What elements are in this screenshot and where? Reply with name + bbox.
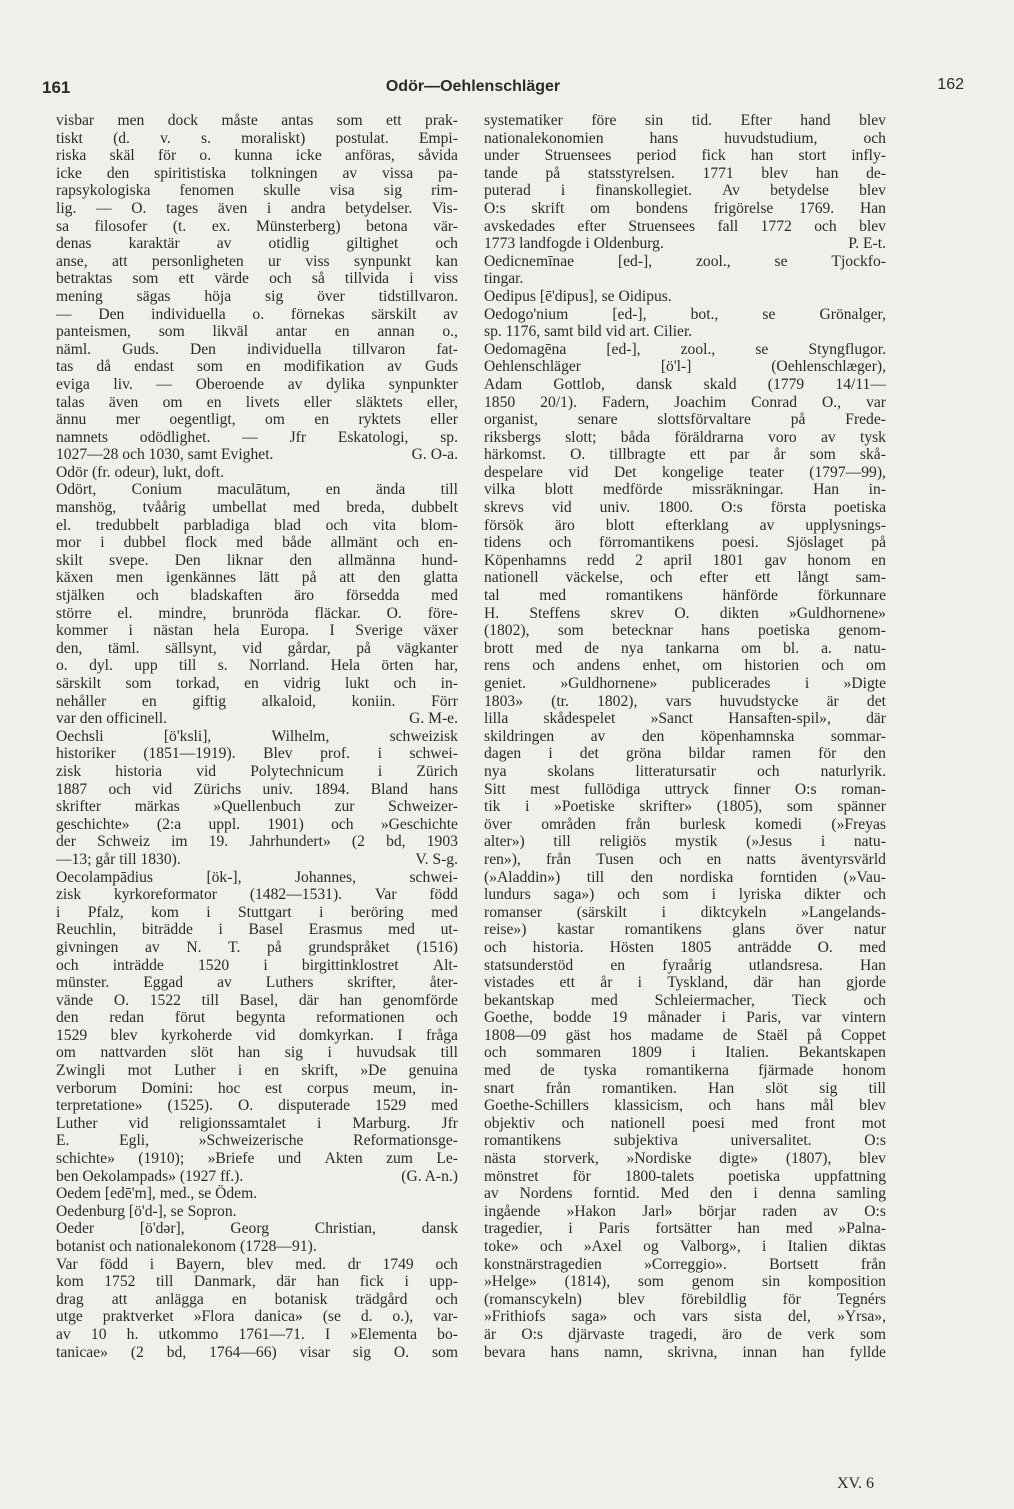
text-line: — Den individuella o. förnekas särskilt av [56,305,458,323]
page-number-left: 161 [42,78,71,97]
text-line: försök äro blott efterklang av upplysnings- [484,516,886,534]
text-line: münster. Eggad av Luthers skrifter, åter- [56,974,458,992]
text-line: reise») kastar romantikens glans över natur [484,921,886,939]
text-line: 1887 och vid Zürichs univ. 1894. Bland hans [56,780,458,798]
text-line: tidens och förromantikens poesi. Sjöslaget på [484,534,886,552]
text-line: statsunderstöd en fyraårig utlandsresa. Han [484,956,886,974]
text-line: den redan förut begynta reformationen och [56,1009,458,1027]
text-line: Oedenburg [ö'd-], se Sopron. [56,1202,237,1220]
text-line: sa filosofer (t. ex. Münsterberg) betona vär- [56,217,458,235]
text-line: av 10 h. utkommo 1761—71. I »Elementa bo- [56,1325,458,1343]
text-line: och historia. Hösten 1805 anträdde O. med [484,938,886,956]
text-line: verborum Domini: hoc est corpus meum, in- [56,1079,458,1097]
text-line: särskilt som torkad, en vidrig lukt och in- [56,675,458,692]
text-line: E. Egli, »Schweizerische Reformationsge- [56,1132,458,1150]
text-line: dagen i det gröna bildar ramen för den [484,745,886,763]
text-line: systematiker före sin tid. Efter hand blev [484,112,886,129]
text-line: av Nordens forntid. Med den i denna samling [484,1185,886,1203]
text-line: Odört, Conium maculātum, en ända till [56,481,458,499]
text-line: nationalekonomien hans huvudstudium, och [484,129,886,147]
text-line: (romanscykeln) blev förebildlig för Tegnérs [484,1290,886,1308]
text-line: Adam Gottlob, dansk skald (1779 14/11— [484,375,886,393]
text-line: är O:s djärvaste tragedi, äro de verk som [484,1325,886,1343]
text-line: tingar. [484,270,524,288]
text-line: härkomst. O. tillbragte ett par år som skå- [484,446,886,464]
text-line: el. tredubbelt parbladiga blad och vita blom- [56,516,458,534]
page-number-right: 162 [937,76,964,93]
text-line: ingående »Hakon Jarl» börjar raden av O:s [484,1202,886,1220]
text-line: kom 1752 till Danmark, där han fick i upp- [56,1273,458,1291]
text-line: snart från romantiken. Han slöt sig till [484,1079,886,1097]
text-line: och inträdde 1520 i birgittinklostret Alt- [56,956,458,974]
text-line: lig. — O. tages även i andra betydelser. Vis- [56,199,458,217]
text-line: 1850 20/1). Fadern, Joachim Conrad O., var [484,393,886,411]
text-line: Oedicnemīnae [ed-], zool., se Tjockfo- [484,252,886,270]
text-line: skrevs vid univ. 1800. O:s första poetiska [484,499,886,517]
text-line: Odör (fr. odeur), lukt, doft. [56,463,225,481]
text-line: 1803» (tr. 1802), vars huvudstycke är det [484,692,886,710]
text-line: Oehlenschläger [ö'l-] (Oehlenschlæger), [484,358,886,376]
text-line: mening sägas höja sig över tidstillvaron. [56,287,458,305]
text-line: tas då endast som en modifikation av Guds [56,358,458,376]
text-line: terpretatione» (1525). O. disputerade 1529 med [56,1097,458,1115]
text-line: romanser (särskilt i diktcykeln »Langelands- [484,903,886,921]
text-line: anse, att personligheten ur viss synpunkt kan [56,252,458,270]
text-line: »Frithiofs saga» och vars sista del, »Yrsa», [484,1308,886,1326]
text-line: mor i dubbel flock med både allmänt och en- [56,534,458,552]
text-line: skildringen av den köpenhamnska sommar- [484,727,886,745]
text-line: »Helge» (1814), som genom sin komposition [484,1273,886,1291]
text-line: lilla skådespelet »Sanct Hansaften-spil», där [484,710,886,728]
text-line: tanicae» (2 bd, 1764—66) visar sig O. som [56,1343,458,1361]
text-line: rens och andens enhet, om historien och om [484,657,886,675]
text-line: drag att anlägga en botanisk trädgård och [56,1290,458,1308]
text-line: avskedades efter Struensees fall 1772 och blev [484,217,886,235]
text-line: mönstret för 1800-talets poetiska uppfattning [484,1167,886,1185]
text-line: stjälken och bladskaften äro försedda med [56,587,458,605]
text-line: Sitt mest fullödiga uttryck finner O:s roman- [484,780,886,798]
text-line: 1808—09 gäst hos madame de Staël på Coppet [484,1026,886,1044]
text-line: (»Aladdin») till den nordiska forntiden (»Vau- [484,868,886,886]
text-line: talas även om en livets eller släktets eller, [56,393,458,411]
text-line: 1027—28 och 1030, samt Evighet. G. O-a. [56,446,458,464]
text-line: organist, senare slottsförvaltare på Frede- [484,411,886,429]
text-line: nya skolans litteratursatir och naturlyrik. [484,762,886,780]
text-line: tik i »Poetiske skrifter» (1805), som spänner [484,798,886,816]
text-line: över områden från burlesk komedi (»Freyas [484,815,886,833]
text-line: den, täml. sällsynt, vid gårdar, på vägkanter [56,639,458,657]
text-line: nationell väckelse, och efter ett långt sam- [484,569,886,587]
text-line: skilt svepe. Den liknar den allmänna hund- [56,551,458,569]
text-line: bekantskap med Schleiermacher, Tieck och [484,991,886,1009]
text-line: botanist och nationalekonom (1728—91). [56,1238,317,1255]
text-line: objektiv och nationell poesi med front mot [484,1114,886,1132]
text-line: namnets odödlighet. — Jfr Eskatologi, sp. [56,428,458,446]
text-line: 1529 blev kyrkoherde vid domkyrkan. I fråga [56,1026,458,1044]
text-line: zisk kyrkoreformator (1482—1531). Var född [56,886,458,904]
text-line: skrifter märkas »Quellenbuch zur Schweizer- [56,798,458,816]
text-line: tragedier, i Paris fortsätter han med »Palna- [484,1220,886,1238]
text-line: ännu mer oegentligt, om en ryktets eller [56,411,458,429]
text-line: Oecolampādius [ök-], Johannes, schwei- [56,868,458,886]
text-line: denas karaktär av otidlig giltighet och [56,235,458,253]
text-line: Oedomagēna [ed-], zool., se Styngflugor. [484,340,886,358]
text-line: alter») till religiös mystik (»Jesus i natu- [484,833,886,851]
page-header [42,76,964,108]
text-line: var den officinell. G. M-e. [56,710,458,728]
text-line: och sommaren 1809 i Italien. Bekantskapen [484,1044,886,1062]
text-line: näml. Guds. Den individuella tillvaron fat- [56,340,458,358]
text-line: vilka blott medförde missräkningar. Han in- [484,481,886,499]
text-line: i Pfalz, kom i Stuttgart i beröring med [56,903,458,921]
text-line: —13; går till 1830). V. S-g. [56,850,458,868]
text-line: konstnärstragedien »Correggio». Bortsett från [484,1255,886,1273]
text-line: bevara hans namn, skrivna, innan han fyllde [484,1343,886,1361]
text-line: riksbergs slott; båda föräldrarna voro av tysk [484,428,886,446]
text-line: lundurs saga») och som i lyriska dikter och [484,886,886,904]
text-line: eviga liv. — Oberoende av dylika synpunkter [56,375,458,393]
text-line: toke» och »Axel og Valborg», i Italien diktas [484,1238,886,1255]
text-line: kommer i nästan hela Europa. I Sverige växer [56,622,458,640]
text-line: betraktas som ett värde och så tillvida i viss [56,270,458,288]
text-line: Var född i Bayern, blev med. dr 1749 och [56,1255,458,1273]
text-line: (1802), som betecknar hans poetiska genom- [484,622,886,640]
text-line: rapsykologiska fenomen skulle visa sig rim- [56,182,458,200]
text-line: Reuchlin, biträdde i Basel Erasmus med ut- [56,921,458,939]
text-line: tal med romantikens hänförde förkunnare [484,587,886,605]
text-line: brott med de nya tankarna om bl. a. natu- [484,639,886,657]
text-line: större el. mindre, brunröda fläckar. O. före- [56,604,458,622]
text-line: o. dyl. upp till s. Norrland. Hela örten har, [56,657,458,675]
text-line: givningen av N. T. på grundspråket (1516) [56,938,458,956]
text-line: nehåller en giftig alkaloid, koniin. Förr [56,692,458,710]
text-line: panteismen, som likväl antar en annan o., [56,323,458,341]
text-line: geniet. »Guldhornene» publicerades i »Digte [484,675,886,692]
text-line: Zwingli mot Luther i en skrift, »De genuina [56,1062,458,1080]
text-line: Köpenhamns redd 2 april 1801 gav honom en [484,551,886,569]
text-line: Oedem [edē'm], med., se Ödem. [56,1185,258,1203]
text-line: Oeder [ö'dər], Georg Christian, dansk [56,1220,458,1238]
left-column [56,112,458,1361]
text-line: manshög, tvåårig umbellat med breda, dubbelt [56,499,458,517]
text-line: sp. 1176, samt bild vid art. Cilier. [484,323,693,341]
text-line: tiskt (d. v. s. moraliskt) postulat. Empi- [56,129,458,147]
text-line: historiker (1851—1919). Blev prof. i schwei- [56,745,458,763]
text-line: despelare vid Det kongelige teater (1797—99), [484,463,886,481]
text-line: H. Steffens skrev O. dikten »Guldhornene» [484,604,886,622]
text-line: vistades ett år i Tyskland, där han gjorde [484,974,886,992]
text-line: tande på statsstyrelsen. 1771 blev han de- [484,164,886,182]
text-line: utge praktverket »Flora danica» (se d. o.), var- [56,1308,458,1326]
text-line: der Schweiz im 19. Jahrhundert» (2 bd, 1903 [56,833,458,851]
text-line: med de tyska romantikerna fjärmade honom [484,1062,886,1080]
text-line: romantikens subjektiva universalitet. O:s [484,1132,886,1150]
running-title: Odör—Oehlenschläger [385,78,561,95]
text-line: vände O. 1522 till Basel, där han genomförde [56,991,458,1009]
text-line: nästa storverk, »Nordiske digte» (1807), blev [484,1150,886,1168]
text-line: under Struensees period fick han stort infly- [484,147,886,165]
text-line: Goethe-Schillers klassicism, och hans mål blev [484,1097,886,1115]
text-line: Oedogo'nium [ed-], bot., se Grönalger, [484,305,886,323]
text-line: Goethe, bodde 19 månader i Paris, var vintern [484,1009,886,1027]
text-line: riska skäl för o. kunna icke anföras, såvida [56,147,458,165]
text-line: om nattvarden slöt han sig i huvudsak till [56,1044,458,1062]
right-column [484,112,886,1361]
text-line: ben Oekolampads» (1927 ff.). (G. A-n.) [56,1167,458,1185]
text-line: icke den spiritistiska tolkningen av vissa pa- [56,164,458,182]
text-line: schichte» (1910); »Briefe und Akten zum Le- [56,1150,458,1168]
text-line: geschichte» (2:a uppl. 1901) och »Geschichte [56,815,458,833]
text-line: 1773 landfogde i Oldenburg. P. E-t. [484,235,886,253]
text-line: Luther vid religionssamtalet i Marburg. Jfr [56,1114,458,1132]
text-line: Oechsli [ö'ksli], Wilhelm, schweizisk [56,727,458,745]
text-line: käxen men igenkännes lätt på att den glatta [56,569,458,587]
text-line: Oedipus [ē'dipus], se Oidipus. [484,287,672,305]
text-line: O:s skrift om bondens frigörelse 1769. Han [484,199,886,217]
text-line: ren»), från Tusen och en natts äventyrsvärld [484,850,886,868]
text-line: zisk historia vid Polytechnicum i Zürich [56,762,458,780]
signature-mark: XV. 6 [836,1475,874,1492]
text-line: visbar men dock måste antas som ett prak- [56,112,458,129]
text-line: puterad i finanskollegiet. Av betydelse blev [484,182,886,200]
